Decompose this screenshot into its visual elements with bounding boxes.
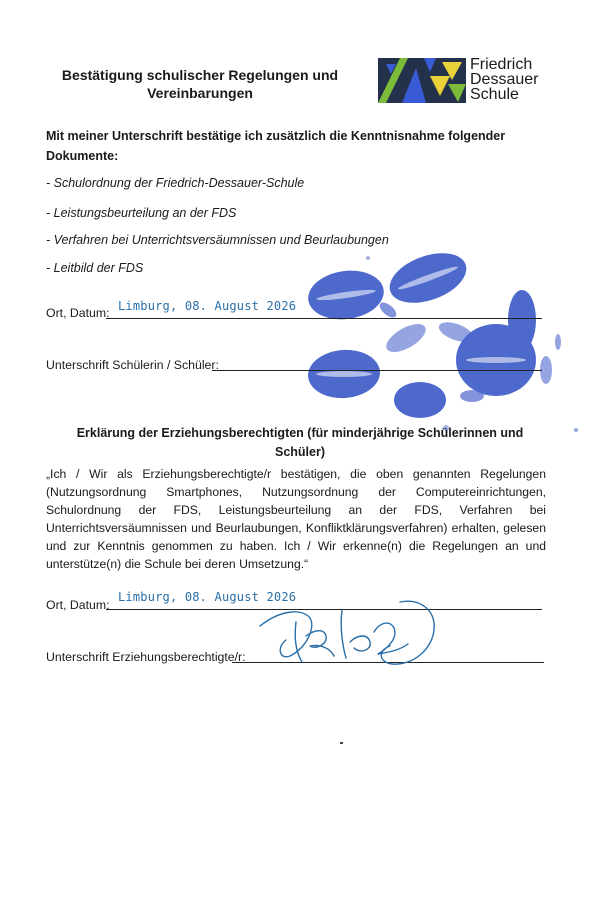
fingerprint-stamp	[296, 250, 600, 450]
guardian-declaration-text: „Ich / Wir als Erziehungsberechtigte/r bestätigen, die oben genannten Regelungen (Nutzungsordnung Smartphones, Nutzungsordnung der Computereinrichtungen, Schulordnung der FDS, Leistungsbeurteilung an der FDS, Verfahren bei Unterrichtsversäumnissen und Beurlaubungen, Konfliktklärungsverfahren) erhalten, gelesen und zur Kenntnis genommen zu haben. Ich / Wir erkenne(n) die Regelungen an und unterstütze(n) die Schule bei deren Umsetzung.“	[46, 467, 546, 571]
intro-text: Mit meiner Unterschrift bestätige ich zusätzlich die Kenntnisnahme folgender Dokumente:	[46, 129, 506, 163]
stray-mark	[340, 742, 343, 744]
school-logo-graphic	[378, 58, 466, 103]
logo-line-2: Dessauer	[470, 71, 539, 88]
document-list-item: - Leitbild der FDS	[46, 261, 144, 275]
student-place-date-line[interactable]	[106, 318, 542, 319]
student-place-date-value: Limburg, 08. August 2026	[118, 299, 297, 313]
guardian-section-heading: Erklärung der Erziehungsberechtigten (für minderjährige Schülerinnen und Schüler)	[76, 426, 524, 459]
document-list-item: - Schulordnung der Friedrich-Dessauer-Schule	[46, 176, 305, 190]
school-logo-text	[470, 57, 538, 102]
document-list-item: - Verfahren bei Unterrichtsversäumnissen und Beurlaubungen	[46, 233, 389, 247]
guardian-handwritten-signature	[250, 592, 450, 672]
student-signature-label: Unterschrift Schülerin / Schüler:	[46, 358, 219, 372]
student-place-date-label: Ort, Datum:	[46, 306, 110, 320]
guardian-place-date-label: Ort, Datum:	[46, 598, 110, 612]
logo-line-3: Schule	[470, 86, 519, 103]
document-title: Bestätigung schulischer Regelungen und Vereinbarungen	[61, 67, 339, 101]
logo-line-1: Friedrich	[470, 56, 533, 73]
guardian-place-date-value: Limburg, 08. August 2026	[118, 590, 297, 604]
guardian-signature-label: Unterschrift Erziehungsberechtigte/r:	[46, 650, 246, 664]
document-list-item: - Leistungsbeurteilung an der FDS	[46, 206, 237, 220]
student-signature-line[interactable]	[212, 370, 542, 371]
